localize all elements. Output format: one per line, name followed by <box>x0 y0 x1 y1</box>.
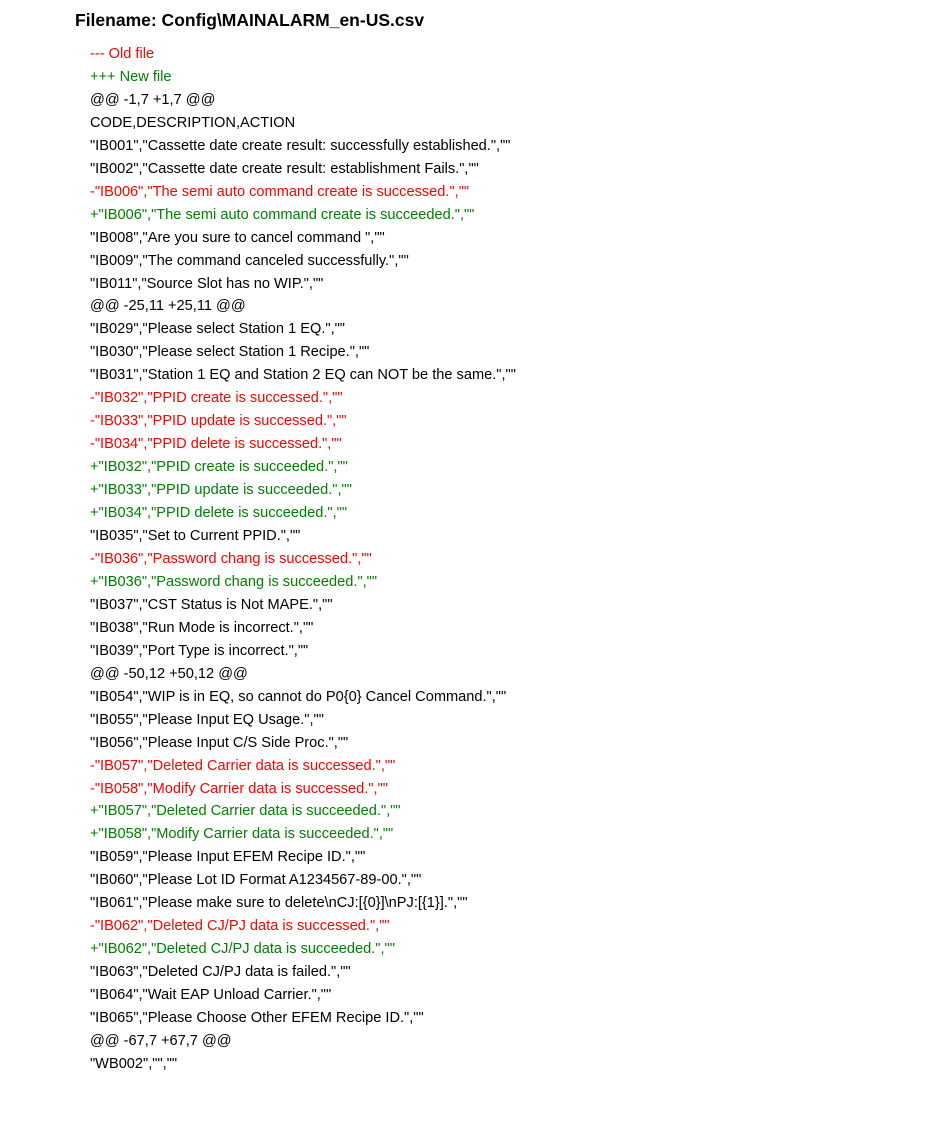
context-line: "IB065","Please Choose Other EFEM Recipe ID.","" <box>90 1010 424 1027</box>
old-file-header: --- Old file <box>90 46 155 62</box>
hunk-header: @@ -25,11 +25,11 @@ <box>90 298 246 315</box>
added-line: +"IB006","The semi auto command create is succeeded.","" <box>90 206 475 223</box>
context-line: "IB029","Please select Station 1 EQ.","" <box>90 321 345 338</box>
removed-line: -"IB006","The semi auto command create is successed.","" <box>90 183 470 200</box>
context-line: CODE,DESCRIPTION,ACTION <box>90 114 296 131</box>
context-line: "IB008","Are you sure to cancel command ","" <box>90 229 385 246</box>
context-line: "IB035","Set to Current PPID.","" <box>90 528 301 545</box>
context-line: "IB061","Please make sure to delete\nCJ:[{0}]\nPJ:[{1}].","" <box>90 895 468 912</box>
context-line: "IB060","Please Lot ID Format A1234567-89-00.","" <box>90 872 422 889</box>
added-line: +"IB032","PPID create is succeeded.","" <box>90 459 348 476</box>
removed-line: -"IB033","PPID update is successed.","" <box>90 413 347 430</box>
added-line: +"IB033","PPID update is succeeded.","" <box>90 482 352 499</box>
context-line: "IB037","CST Status is Not MAPE.","" <box>90 596 333 613</box>
removed-line: -"IB036","Password chang is successed.","" <box>90 550 372 567</box>
context-line: "IB009","The command canceled successfully.","" <box>90 252 409 269</box>
removed-line: -"IB057","Deleted Carrier data is successed.","" <box>90 757 396 774</box>
context-line: "IB011","Source Slot has no WIP.","" <box>90 275 324 292</box>
context-line: "IB064","Wait EAP Unload Carrier.","" <box>90 987 332 1004</box>
added-line: +"IB034","PPID delete is succeeded.","" <box>90 505 348 522</box>
context-line: "WB002","","" <box>90 1055 178 1072</box>
context-line: "IB039","Port Type is incorrect.","" <box>90 642 309 659</box>
context-line: "IB002","Cassette date create result: establishment Fails.","" <box>90 160 479 177</box>
hunk-header: @@ -67,7 +67,7 @@ <box>90 1032 232 1049</box>
context-line: "IB038","Run Mode is incorrect.","" <box>90 619 314 636</box>
new-file-header: +++ New file <box>90 68 172 85</box>
diff-body <box>90 43 516 1076</box>
context-line: "IB063","Deleted CJ/PJ data is failed.","" <box>90 964 351 981</box>
context-line: "IB055","Please Input EQ Usage.","" <box>90 711 324 728</box>
removed-line: -"IB058","Modify Carrier data is successed.","" <box>90 780 388 797</box>
context-line: "IB001","Cassette date create result: successfully established.","" <box>90 137 511 154</box>
added-line: +"IB062","Deleted CJ/PJ data is succeeded.","" <box>90 941 395 958</box>
added-line: +"IB058","Modify Carrier data is succeeded.","" <box>90 826 394 843</box>
hunk-header: @@ -50,12 +50,12 @@ <box>90 665 248 682</box>
hunk-header: @@ -1,7 +1,7 @@ <box>90 91 216 108</box>
removed-line: -"IB062","Deleted CJ/PJ data is successed.","" <box>90 918 390 935</box>
context-line: "IB030","Please select Station 1 Recipe.","" <box>90 344 370 361</box>
removed-line: -"IB034","PPID delete is successed.","" <box>90 436 342 453</box>
context-line: "IB056","Please Input C/S Side Proc.","" <box>90 734 349 751</box>
added-line: +"IB036","Password chang is succeeded.","" <box>90 573 378 590</box>
added-line: +"IB057","Deleted Carrier data is succeeded.","" <box>90 803 401 820</box>
filename-heading: Filename: Config\MAINALARM_en-US.csv <box>75 10 425 30</box>
removed-line: -"IB032","PPID create is successed.","" <box>90 390 343 407</box>
context-line: "IB059","Please Input EFEM Recipe ID.","" <box>90 849 366 866</box>
context-line: "IB031","Station 1 EQ and Station 2 EQ can NOT be the same.","" <box>90 367 516 384</box>
context-line: "IB054","WIP is in EQ, so cannot do P0{0} Cancel Command.","" <box>90 688 507 705</box>
